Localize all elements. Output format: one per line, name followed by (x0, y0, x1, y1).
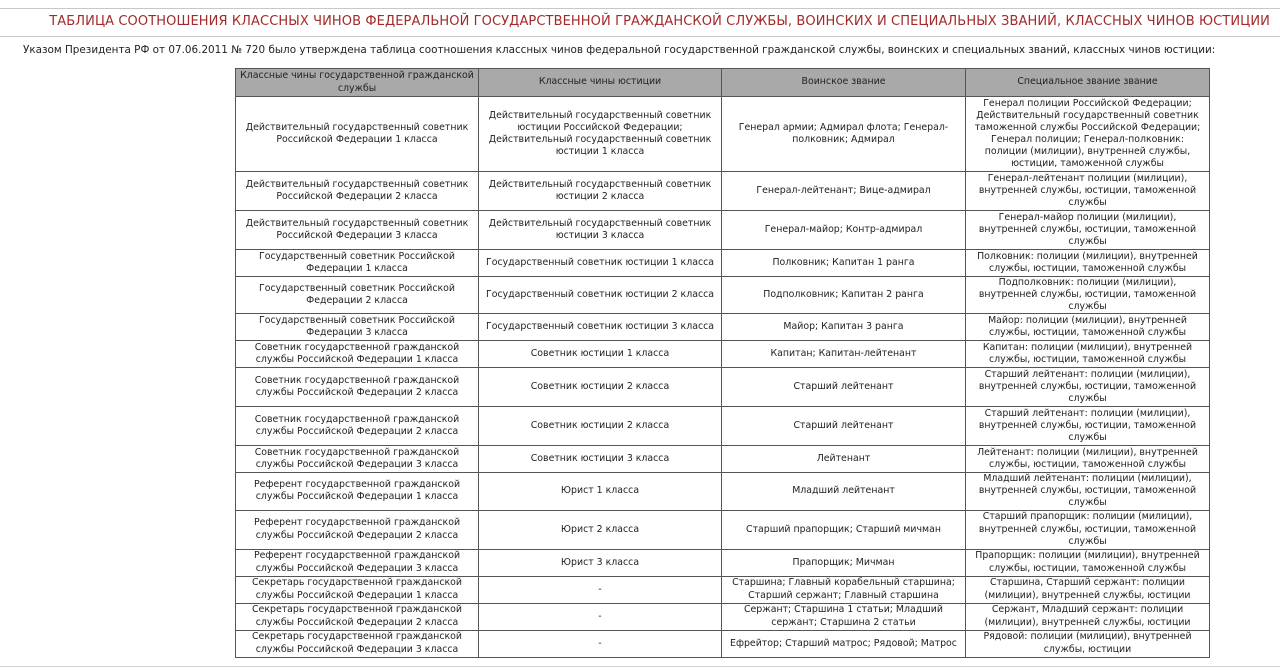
cell-special: Капитан: полиции (милиции), внутренней службы, юстиции, таможенной службы (966, 341, 1210, 368)
table-row (236, 446, 1210, 473)
table-row (236, 407, 1210, 446)
cell-justice: Действительный государственный советник юстиции 3 класса (479, 211, 722, 250)
cell-special: Прапорщик: полиции (милиции), внутренней службы, юстиции, таможенной службы (966, 549, 1210, 576)
cell-justice: Юрист 1 класса (479, 473, 722, 510)
cell-civil-service: Референт государственной гражданской службы Российской Федерации 3 класса (236, 549, 479, 576)
table-body (236, 97, 1210, 658)
page-title: ТАБЛИЦА СООТНОШЕНИЯ КЛАССНЫХ ЧИНОВ ФЕДЕРАЛЬНОЙ ГОСУДАРСТВЕННОЙ ГРАЖДАНСКОЙ СЛУЖБЫ, ВОИНСКИХ И СПЕЦИАЛЬНЫХ ЗВАНИЙ, КЛАССНЫХ ЧИНОВ ЮСТИЦИИ (49, 14, 1270, 29)
cell-military: Генерал-лейтенант; Вице-адмирал (722, 172, 966, 211)
table-row (236, 97, 1210, 172)
header-military: Воинское звание (722, 69, 966, 97)
cell-civil-service: Секретарь государственной гражданской службы Российской Федерации 2 класса (236, 603, 479, 630)
intro-text: Указом Президента РФ от 07.06.2011 № 720 было утверждена таблица соотношения классных чинов федеральной государственной гражданской службы, воинских и специальных званий, классных чинов юстиции: (23, 44, 1216, 56)
table-row (236, 473, 1210, 510)
cell-military: Генерал-майор; Контр-адмирал (722, 211, 966, 250)
cell-civil-service: Действительный государственный советник Российской Федерации 1 класса (236, 97, 479, 172)
cell-civil-service: Секретарь государственной гражданской службы Российской Федерации 3 класса (236, 630, 479, 657)
table-row (236, 250, 1210, 277)
cell-military: Старшина; Главный корабельный старшина; Старший сержант; Главный старшина (722, 576, 966, 603)
cell-special: Старший лейтенант: полиции (милиции), внутренней службы, юстиции, таможенной службы (966, 407, 1210, 446)
cell-military: Старший лейтенант (722, 368, 966, 407)
ranks-table (235, 68, 1210, 658)
cell-justice: Советник юстиции 2 класса (479, 407, 722, 446)
cell-justice: - (479, 630, 722, 657)
cell-special: Младший лейтенант: полиции (милиции), внутренней службы, юстиции, таможенной службы (966, 473, 1210, 510)
cell-special: Старший прапорщик: полиции (милиции), внутренней службы, юстиции, таможенной службы (966, 510, 1210, 549)
cell-civil-service: Государственный советник Российской Федерации 1 класса (236, 250, 479, 277)
cell-special: Генерал полиции Российской Федерации; Действительный государственный советник таможенной службы Российской Федерации; Генерал полиции; Генерал-полковник: полиции (милиции), внутренней службы, юстиции, таможенной службы (966, 97, 1210, 172)
cell-special: Генерал-лейтенант полиции (милиции), внутренней службы, юстиции, таможенной службы (966, 172, 1210, 211)
table-header-row (236, 69, 1210, 97)
cell-military: Прапорщик; Мичман (722, 549, 966, 576)
table-row (236, 576, 1210, 603)
cell-civil-service: Секретарь государственной гражданской службы Российской Федерации 1 класса (236, 576, 479, 603)
cell-military: Подполковник; Капитан 2 ранга (722, 277, 966, 314)
cell-civil-service: Референт государственной гражданской службы Российской Федерации 1 класса (236, 473, 479, 510)
cell-special: Подполковник: полиции (милиции), внутренней службы, юстиции, таможенной службы (966, 277, 1210, 314)
cell-special: Сержант, Младший сержант: полиции (милиции), внутренней службы, юстиции (966, 603, 1210, 630)
cell-special: Старшина, Старший сержант: полиции (милиции), внутренней службы, юстиции (966, 576, 1210, 603)
cell-civil-service: Советник государственной гражданской службы Российской Федерации 1 класса (236, 341, 479, 368)
cell-justice: Советник юстиции 1 класса (479, 341, 722, 368)
cell-justice: Советник юстиции 3 класса (479, 446, 722, 473)
bottom-divider (0, 666, 1280, 667)
cell-justice: Государственный советник юстиции 3 класса (479, 314, 722, 341)
header-civil-service: Классные чины государственной гражданской службы (236, 69, 479, 97)
cell-justice: Действительный государственный советник юстиции 2 класса (479, 172, 722, 211)
cell-justice: Юрист 3 класса (479, 549, 722, 576)
table-row (236, 630, 1210, 657)
table-row (236, 510, 1210, 549)
cell-military: Майор; Капитан 3 ранга (722, 314, 966, 341)
cell-justice: Государственный советник юстиции 1 класса (479, 250, 722, 277)
cell-military: Генерал армии; Адмирал флота; Генерал-полковник; Адмирал (722, 97, 966, 172)
cell-military: Полковник; Капитан 1 ранга (722, 250, 966, 277)
cell-justice: Юрист 2 класса (479, 510, 722, 549)
cell-military: Старший прапорщик; Старший мичман (722, 510, 966, 549)
cell-military: Сержант; Старшина 1 статьи; Младший сержант; Старшина 2 статьи (722, 603, 966, 630)
cell-military: Старший лейтенант (722, 407, 966, 446)
table-row (236, 341, 1210, 368)
cell-special: Майор: полиции (милиции), внутренней службы, юстиции, таможенной службы (966, 314, 1210, 341)
table-row (236, 314, 1210, 341)
cell-civil-service: Действительный государственный советник Российской Федерации 3 класса (236, 211, 479, 250)
cell-civil-service: Советник государственной гражданской службы Российской Федерации 2 класса (236, 407, 479, 446)
top-divider (0, 8, 1280, 9)
cell-military: Младший лейтенант (722, 473, 966, 510)
cell-civil-service: Государственный советник Российской Федерации 2 класса (236, 277, 479, 314)
cell-military: Ефрейтор; Старший матрос; Рядовой; Матрос (722, 630, 966, 657)
cell-justice: Государственный советник юстиции 2 класса (479, 277, 722, 314)
cell-special: Рядовой: полиции (милиции), внутренней службы, юстиции (966, 630, 1210, 657)
cell-justice: - (479, 603, 722, 630)
cell-civil-service: Советник государственной гражданской службы Российской Федерации 2 класса (236, 368, 479, 407)
cell-civil-service: Референт государственной гражданской службы Российской Федерации 2 класса (236, 510, 479, 549)
table-row (236, 549, 1210, 576)
header-justice: Классные чины юстиции (479, 69, 722, 97)
table-row (236, 368, 1210, 407)
cell-special: Старший лейтенант: полиции (милиции), внутренней службы, юстиции, таможенной службы (966, 368, 1210, 407)
cell-military: Капитан; Капитан-лейтенант (722, 341, 966, 368)
cell-justice: Действительный государственный советник юстиции Российской Федерации; Действительный государственный советник юстиции 1 класса (479, 97, 722, 172)
cell-civil-service: Советник государственной гражданской службы Российской Федерации 3 класса (236, 446, 479, 473)
table-row (236, 277, 1210, 314)
cell-civil-service: Действительный государственный советник Российской Федерации 2 класса (236, 172, 479, 211)
cell-special: Полковник: полиции (милиции), внутренней службы, юстиции, таможенной службы (966, 250, 1210, 277)
cell-military: Лейтенант (722, 446, 966, 473)
cell-justice: - (479, 576, 722, 603)
cell-justice: Советник юстиции 2 класса (479, 368, 722, 407)
title-divider (0, 36, 1280, 37)
cell-special: Генерал-майор полиции (милиции), внутренней службы, юстиции, таможенной службы (966, 211, 1210, 250)
cell-civil-service: Государственный советник Российской Федерации 3 класса (236, 314, 479, 341)
table-row (236, 172, 1210, 211)
table-row (236, 211, 1210, 250)
header-special: Специальное звание звание (966, 69, 1210, 97)
cell-special: Лейтенант: полиции (милиции), внутренней службы, юстиции, таможенной службы (966, 446, 1210, 473)
table-row (236, 603, 1210, 630)
